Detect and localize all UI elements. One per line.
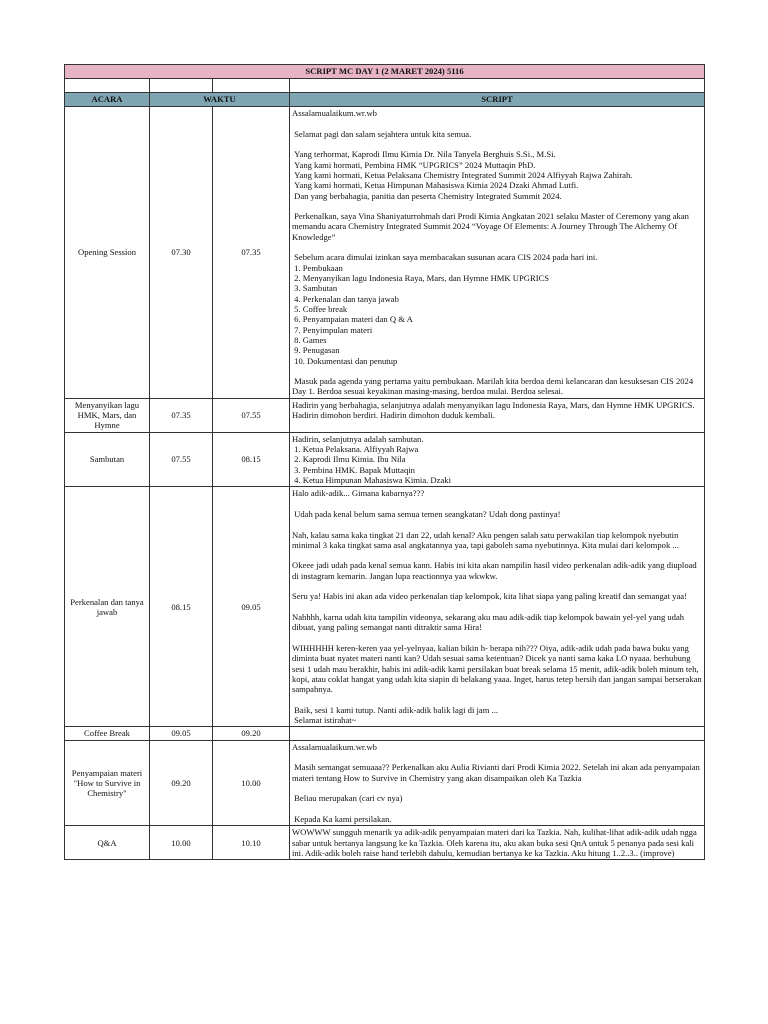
document-title: SCRIPT MC DAY 1 (2 MARET 2024) 5116	[65, 65, 705, 79]
script-cell	[290, 432, 705, 487]
script-line: Selamat istirahat~	[292, 715, 357, 726]
script-line: 5. Coffee break	[292, 303, 348, 314]
header-acara: ACARA	[65, 93, 150, 107]
script-line	[292, 118, 702, 128]
header-waktu: WAKTU	[150, 93, 290, 107]
script-line: Sebelum acara dimulai izinkan saya membacakan susunan acara CIS 2024 pada hari ini.	[292, 252, 598, 263]
acara-cell: Sambutan	[65, 432, 150, 487]
start-time-cell: 07.35	[150, 398, 213, 432]
start-time-cell: 07.55	[150, 432, 213, 487]
script-line: 6. Penyampaian materi dan Q & A	[292, 314, 413, 325]
script-line: Yang kami hormati, Pembina HMK “UPGRICS” 2024 Muttaqin PhD.	[292, 159, 536, 170]
script-line	[292, 728, 702, 738]
script-cell	[290, 398, 705, 432]
start-time-cell: 10.00	[150, 826, 213, 860]
script-line	[292, 201, 702, 211]
end-time-cell: 07.55	[213, 398, 290, 432]
script-line	[292, 783, 702, 793]
script-line	[292, 519, 702, 529]
script-line: 3. Pembina HMK. Bapak Muttaqin	[292, 464, 415, 475]
script-line	[292, 139, 702, 149]
table-row	[65, 727, 705, 740]
script-line: Yang kami hormati, Ketua Himpunan Mahasiswa Kimia 2024 Dzaki Ahmad Lutfi.	[292, 180, 579, 191]
script-line	[292, 602, 702, 612]
script-line	[292, 550, 702, 560]
script-line: 1. Pembukaan	[292, 262, 343, 273]
acara-cell: Penyampaian materi "How to Survive in Chemistry"	[65, 740, 150, 826]
script-line: 10. Dokumentasi dan penutup	[292, 355, 398, 366]
end-time-cell: 10.00	[213, 740, 290, 826]
script-line: 3. Sambutan	[292, 283, 338, 294]
script-line: Yang kami hormati, Ketua Pelaksana Chemistry Integrated Summit 2024 Alfiyyah Rajwa Zahirah.	[292, 169, 633, 180]
end-time-cell: 09.05	[213, 487, 290, 727]
header-row	[65, 93, 705, 107]
script-line: 7. Penyimpulan materi	[292, 324, 373, 335]
script-cell	[290, 107, 705, 399]
script-cell	[290, 727, 705, 740]
script-line: Kepada Ka kami persilakan.	[292, 813, 392, 824]
acara-cell: Menyanyikan lagu HMK, Mars, dan Hymne	[65, 398, 150, 432]
script-line: Assalamualaikum.wr.wb	[292, 741, 377, 752]
script-line	[292, 804, 702, 814]
end-time-cell: 07.35	[213, 107, 290, 399]
script-line: Dan yang berbahagia, panitia dan peserta Chemistry Integrated Summit 2024.	[292, 190, 562, 201]
mc-script-table	[64, 64, 705, 860]
script-line: Hadirin, selanjutnya adalah sambutan.	[292, 433, 424, 444]
acara-cell: Q&A	[65, 826, 150, 860]
script-line: 4. Perkenalan dan tanya jawab	[292, 293, 399, 304]
script-line	[292, 695, 702, 705]
table-row	[65, 487, 705, 727]
script-line: Hadirin yang berbahagia, selanjutnya adalah menyanyikan lagu Indonesia Raya, Mars, dan Hymne HMK UPGRICS. Hadirin dimohon berdiri. Hadirin dimohon duduk kembali.	[292, 399, 697, 421]
script-line: Assalamualaikum.wr.wb	[292, 108, 377, 118]
script-line: Masih semangat semuaaa?? Perkenalkan aku Aulia Rivianti dari Prodi Kimia 2022. Setelah ini akan ada penyampaian materi tentang How to Survive in Chemistry yang akan disampaikan oleh Ka Tazkia	[292, 762, 703, 783]
table-row	[65, 107, 705, 399]
script-line: Nahhhh, karna udah kita tampilin videonya, sekarang aku mau adik-adik tiap kelompok bawain yel-yel yang udah dibuat, yang paling semangat nanti ditraktir sama Hira!	[292, 612, 687, 633]
empty-row	[65, 79, 705, 93]
script-line: Yang terhormat, Kaprodi Ilmu Kimia Dr. Nila Tanyela Berghuis S.Si., M.Si.	[292, 149, 556, 160]
end-time-cell: 09.20	[213, 727, 290, 740]
script-line: Baik, sesi 1 kami tutup. Nanti adik-adik balik lagi di jam ...	[292, 704, 498, 715]
script-line: WIHHHHH keren-keren yaa yel-yelnyaa, kalian bikin h- berapa nih??? Oiya, adik-adik udah pada bawa buku yang diminta buat nyatet materi nanti kan? Udah sesuai sama ketentuan? Dicek ya nanti sama kaka LO nyaaa. berhubung sesi 1 udah mau berakhir, habis ini adik-adik kami persilakan buat break selama 15 menit, adik-adik boleh minum teh, kopi, atau coklat hangat yang udah kita siapin di belakang yaaa. Inget, harus tetep bersih dan jangan sampai berserakan sampahnya.	[292, 642, 704, 695]
acara-cell: Opening Session	[65, 107, 150, 399]
start-time-cell: 08.15	[150, 487, 213, 727]
script-line: Halo adik-adik... Gimana kabarnya???	[292, 488, 425, 499]
script-line: Perkenalkan, saya Vina Shaniyaturrohmah dari Prodi Kimia Angkatan 2021 selaku Master of Ceremony yang akan memandu acara Chemistry Integrated Summit 2024 “Voyage Of Elements: A Journey Through The Alchemy Of Knowledge”	[292, 211, 692, 242]
script-line: Masuk pada agenda yang pertama yaitu pembukaan. Marilah kita berdoa demi kelancaran dan kesuksesan CIS 2024 Day 1. Berdoa sesuai keyakinan masing-masing, berdoa mulai. Berdoa selesai.	[292, 376, 696, 397]
script-line: Seru ya! Habis ini akan ada video perkenalan tiap kelompok, kita lihat siapa yang paling kreatif dan semangat yaa!	[292, 591, 687, 602]
script-cell	[290, 740, 705, 826]
script-cell	[290, 487, 705, 727]
start-time-cell: 09.20	[150, 740, 213, 826]
script-line: 2. Menyanyikan lagu Indonesia Raya, Mars, dan Hymne HMK UPGRICS	[292, 273, 550, 283]
script-line: 9. Penugasan	[292, 345, 340, 356]
script-line	[292, 581, 702, 591]
script-line: Udah pada kenal belum sama semua temen seangkatan? Udah dong pastinya!	[292, 508, 561, 519]
end-time-cell: 10.10	[213, 826, 290, 860]
acara-cell: Coffee Break	[65, 727, 150, 740]
start-time-cell: 09.05	[150, 727, 213, 740]
acara-cell: Perkenalan dan tanya jawab	[65, 487, 150, 727]
script-cell	[290, 826, 705, 860]
script-line: 2. Kaprodi Ilmu Kimia. Ibu Nila	[292, 454, 406, 465]
script-line: 1. Ketua Pelaksana. Alfiyyah Rajwa	[292, 444, 419, 454]
script-line	[292, 366, 702, 376]
table-row	[65, 398, 705, 432]
end-time-cell: 08.15	[213, 432, 290, 487]
table-row	[65, 826, 705, 860]
script-line: 8. Games	[292, 334, 327, 345]
script-line: Nah, kalau sama kaka tingkat 21 dan 22, udah kenal? Aku pengen salah satu perwakilan tiap kelompok nyebutin minimal 3 kaka tingkat sama asal angkatannya yaa, tapi gaboleh sama nyebutinnya. Kita mulai dari kelompok ...	[292, 529, 681, 550]
script-line	[292, 752, 702, 762]
script-line: Selamat pagi dan salam sejahtera untuk kita semua.	[292, 128, 472, 139]
script-line: WOWWW sungguh menarik ya adik-adik penyampaian materi dari ka Tazkia. Nah, kulihat-lihat adik-adik udah ngga sabar untuk bertanya langsung ke ka Tazkia. Oleh karena itu, aku akan buka sesi QnA untuk 5 penanya pada sesi kali ini. Adik-adik boleh raise hand terlebih dahulu, kemudian bertanya ke ka Tazkia. Aku hitung 1..2..3.. (improve)	[292, 827, 699, 858]
script-line	[292, 499, 702, 509]
header-script: SCRIPT	[290, 93, 705, 107]
script-line: 4. Ketua Himpunan Mahasiswa Kimia. Dzaki	[292, 474, 451, 485]
script-line: Beliau merupakan (cari cv nya)	[292, 793, 403, 804]
script-line	[292, 633, 702, 643]
table-row	[65, 740, 705, 826]
script-line: Okeee jadi udah pada kenal semua kann. Habis ini kita akan nampilin hasil video perkenalan adik-adik yang diupload di instagram kemarin. Jangan lupa reactionnya yaa wkwkw.	[292, 560, 699, 581]
table-row	[65, 432, 705, 487]
start-time-cell: 07.30	[150, 107, 213, 399]
script-line	[292, 242, 702, 252]
